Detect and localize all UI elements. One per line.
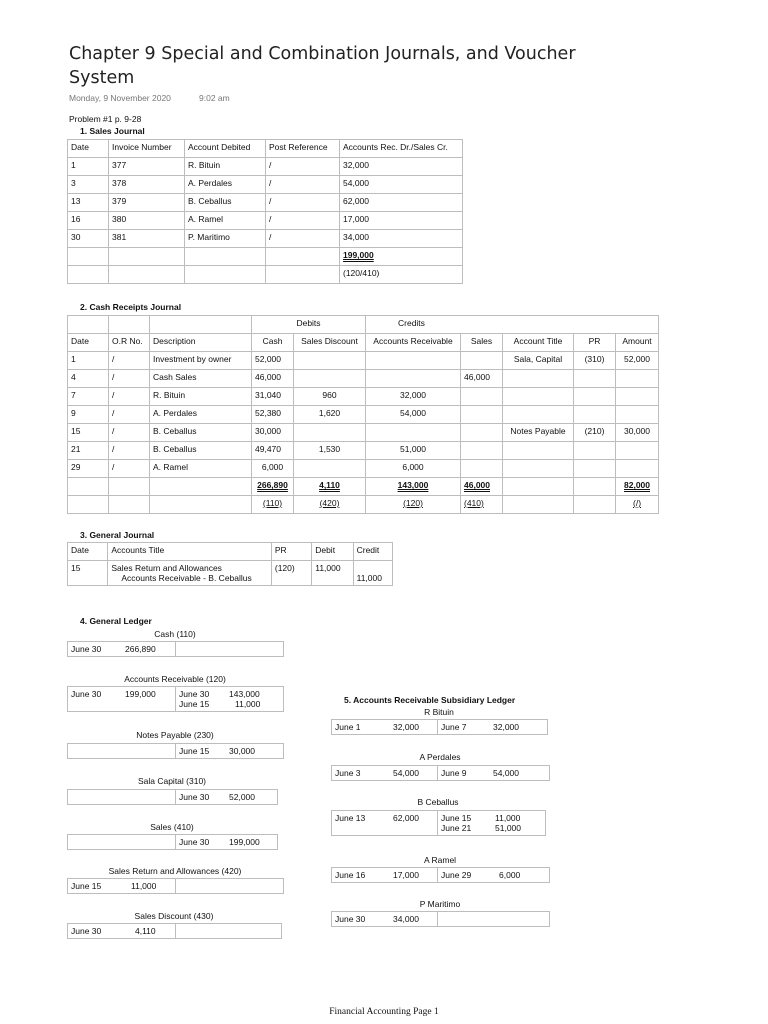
sales-journal-posting: (120/410) <box>340 266 463 284</box>
ledger-debit-side <box>332 766 438 781</box>
column-header: Invoice Number <box>109 140 185 158</box>
table-cell <box>461 442 503 460</box>
table-total-row <box>68 478 659 496</box>
debits-group-header: Debits <box>252 316 366 334</box>
table-row <box>68 442 659 460</box>
table-posting-row <box>68 266 463 284</box>
ledger-amount: 62,000 <box>393 813 419 823</box>
ledger-amount: 11,000 <box>235 699 261 709</box>
ledger-amount: 266,890 <box>125 644 156 654</box>
ledger-date: June 13 <box>335 813 366 823</box>
column-header: Credit <box>353 543 392 561</box>
table-cell: 1,620 <box>294 406 366 424</box>
subsidiary-a-ramel <box>331 867 550 883</box>
cash-receipts-heading: 2. Cash Receipts Journal <box>80 302 182 312</box>
ledger-credit-side <box>438 766 550 781</box>
table-cell: 62,000 <box>340 194 463 212</box>
ledger-credit-side <box>176 879 284 894</box>
column-header: Sales <box>461 334 503 352</box>
column-header: Debit <box>312 543 353 561</box>
ledger-date: June 15 <box>441 813 472 823</box>
problem-label: Problem #1 p. 9-28 <box>69 114 142 124</box>
ledger-amount: 199,000 <box>125 689 156 699</box>
ledger-credit-side <box>438 912 550 927</box>
column-header: Cash <box>252 334 294 352</box>
table-cell <box>461 424 503 442</box>
total-amount: 82,000 <box>616 478 659 496</box>
subsidiary-account-title: B Ceballus <box>417 797 459 807</box>
page-time: 9:02 am <box>199 93 230 103</box>
table-cell <box>503 460 574 478</box>
ledger-amount: 199,000 <box>229 837 260 847</box>
entry-date: 15 <box>68 561 108 586</box>
posting-cash: (110) <box>252 496 294 514</box>
table-cell: 377 <box>109 158 185 176</box>
table-cell: / <box>109 406 150 424</box>
general-journal-table <box>67 542 393 586</box>
column-header: Accounts Receivable <box>366 334 461 352</box>
table-cell: A. Ramel <box>185 212 266 230</box>
table-cell <box>461 460 503 478</box>
ledger-amount: 34,000 <box>393 914 419 924</box>
subsidiary-a-perdales <box>331 765 550 781</box>
table-cell <box>616 370 659 388</box>
ledger-debit-side <box>68 642 176 657</box>
ledger-date: June 9 <box>441 768 467 778</box>
column-header: Description <box>150 334 252 352</box>
column-header: Post Reference <box>266 140 340 158</box>
ledger-credit-side <box>176 642 284 657</box>
subsidiary-p-maritimo <box>331 911 550 927</box>
table-cell <box>574 460 616 478</box>
ledger-amount: 52,000 <box>229 792 255 802</box>
ledger-date: June 7 <box>441 722 467 732</box>
ledger-debit-side <box>332 720 438 735</box>
posting-sales-discount: (420) <box>294 496 366 514</box>
total-accounts-receivable: 143,000 <box>366 478 461 496</box>
table-cell: Sala, Capital <box>503 352 574 370</box>
ledger-debit-side <box>332 868 438 883</box>
ledger-account-cash <box>67 641 284 657</box>
ledger-date: June 21 <box>441 823 472 833</box>
entry-pr: (120) <box>271 561 311 586</box>
table-cell: 1 <box>68 352 109 370</box>
subsidiary-b-ceballus <box>331 810 546 836</box>
table-cell <box>461 352 503 370</box>
table-cell <box>574 406 616 424</box>
ledger-amount: 143,000 <box>229 689 260 699</box>
ledger-credit-side <box>176 835 278 850</box>
subsidiary-account-title: P Maritimo <box>419 899 461 909</box>
table-cell <box>574 442 616 460</box>
general-journal-heading: 3. General Journal <box>80 530 155 540</box>
ledger-debit-side <box>68 924 176 939</box>
ledger-amount: 17,000 <box>393 870 419 880</box>
table-cell: 9 <box>68 406 109 424</box>
table-cell: A. Perdales <box>185 176 266 194</box>
ledger-debit-side <box>68 879 176 894</box>
table-cell: / <box>266 230 340 248</box>
ledger-account-receivable <box>67 686 284 712</box>
table-row <box>68 352 659 370</box>
table-cell: 1 <box>68 158 109 176</box>
table-cell: B. Ceballus <box>150 424 252 442</box>
column-header: Date <box>68 543 108 561</box>
ledger-debit-side <box>68 687 176 712</box>
table-cell: 49,470 <box>252 442 294 460</box>
column-header: Accounts Title <box>108 543 272 561</box>
credit-account: Accounts Receivable - B. Ceballus <box>121 573 252 583</box>
page-date: Monday, 9 November 2020 <box>69 93 171 103</box>
table-cell: 380 <box>109 212 185 230</box>
entry-credit: 11,000 <box>353 561 392 586</box>
table-cell: / <box>109 442 150 460</box>
table-cell: 960 <box>294 388 366 406</box>
table-cell: 32,000 <box>366 388 461 406</box>
column-header: Accounts Rec. Dr./Sales Cr. <box>340 140 463 158</box>
table-cell: 1,530 <box>294 442 366 460</box>
table-row <box>68 406 659 424</box>
ledger-sales-return <box>67 878 284 894</box>
table-row <box>68 388 659 406</box>
table-cell <box>294 460 366 478</box>
table-cell <box>503 406 574 424</box>
ledger-date: June 16 <box>335 870 366 880</box>
table-cell: 52,000 <box>252 352 294 370</box>
table-cell <box>616 442 659 460</box>
table-cell: 52,000 <box>616 352 659 370</box>
table-cell: 13 <box>68 194 109 212</box>
table-cell: 46,000 <box>461 370 503 388</box>
ledger-credit-side <box>438 868 550 883</box>
table-posting-row <box>68 496 659 514</box>
table-cell: 54,000 <box>366 406 461 424</box>
ledger-credit-side <box>176 687 284 712</box>
table-cell: 3 <box>68 176 109 194</box>
column-header: PR <box>574 334 616 352</box>
table-cell: / <box>266 176 340 194</box>
table-row <box>68 194 463 212</box>
ledger-account-title: Notes Payable (230) <box>136 730 214 740</box>
ledger-account-title: Sales (410) <box>150 822 194 832</box>
table-cell: 378 <box>109 176 185 194</box>
table-cell: 6,000 <box>252 460 294 478</box>
ledger-amount: 32,000 <box>493 722 519 732</box>
ledger-amount: 32,000 <box>393 722 419 732</box>
table-cell: 51,000 <box>366 442 461 460</box>
ledger-date: June 30 <box>71 644 102 654</box>
ledger-amount: 51,000 <box>495 823 521 833</box>
column-header: O.R No. <box>109 334 150 352</box>
ledger-notes-payable <box>67 743 284 759</box>
table-cell <box>366 424 461 442</box>
table-cell: 21 <box>68 442 109 460</box>
table-cell <box>294 370 366 388</box>
ledger-date: June 30 <box>179 689 210 699</box>
column-header: Amount <box>616 334 659 352</box>
column-header: Date <box>68 334 109 352</box>
table-cell <box>294 352 366 370</box>
table-total-row <box>68 248 463 266</box>
table-cell: 52,380 <box>252 406 294 424</box>
table-cell: Notes Payable <box>503 424 574 442</box>
table-cell: / <box>109 460 150 478</box>
ledger-debit-side <box>68 744 176 759</box>
posting-amount: (/) <box>616 496 659 514</box>
column-header: Account Debited <box>185 140 266 158</box>
ledger-date: June 1 <box>335 722 361 732</box>
ledger-credit-side <box>438 720 548 735</box>
ledger-amount: 4,110 <box>135 926 156 936</box>
ledger-credit-side <box>176 924 282 939</box>
ledger-account-title: Sales Discount (430) <box>134 911 214 921</box>
subsidiary-r-bituin <box>331 719 548 735</box>
table-cell: 379 <box>109 194 185 212</box>
table-header-row <box>68 334 659 352</box>
table-cell: 32,000 <box>340 158 463 176</box>
table-cell <box>574 370 616 388</box>
ledger-account-title: Sala Capital (310) <box>137 776 207 786</box>
table-cell: R. Bituin <box>150 388 252 406</box>
column-header: Date <box>68 140 109 158</box>
table-cell: / <box>266 194 340 212</box>
ledger-amount: 11,000 <box>495 813 521 823</box>
ledger-date: June 30 <box>71 689 102 699</box>
table-cell: B. Ceballus <box>185 194 266 212</box>
subsidiary-ledger-heading: 5. Accounts Receivable Subsidiary Ledger <box>344 695 516 705</box>
ledger-date: June 30 <box>179 837 210 847</box>
table-cell: 4 <box>68 370 109 388</box>
debit-account: Sales Return and Allowances <box>111 563 222 573</box>
table-cell: / <box>109 370 150 388</box>
entry-accounts <box>108 561 272 586</box>
general-ledger-heading: 4. General Ledger <box>80 616 152 626</box>
ledger-date: June 30 <box>179 792 210 802</box>
table-cell <box>616 406 659 424</box>
ledger-amount: 6,000 <box>499 870 521 880</box>
table-cell <box>461 388 503 406</box>
table-row <box>68 176 463 194</box>
table-cell: R. Bituin <box>185 158 266 176</box>
table-cell: 7 <box>68 388 109 406</box>
ledger-date: June 29 <box>441 870 472 880</box>
page-title: Chapter 9 Special and Combination Journals, and Voucher System <box>69 44 576 88</box>
entry-debit: 11,000 <box>312 561 353 586</box>
ledger-debit-side <box>68 790 176 805</box>
table-header-row <box>68 543 393 561</box>
ledger-amount: 30,000 <box>229 746 255 756</box>
ledger-amount: 54,000 <box>393 768 419 778</box>
table-cell: Cash Sales <box>150 370 252 388</box>
column-header: PR <box>271 543 311 561</box>
total-cash: 266,890 <box>252 478 294 496</box>
table-cell: / <box>109 352 150 370</box>
table-cell <box>366 352 461 370</box>
table-cell: 17,000 <box>340 212 463 230</box>
table-cell: 34,000 <box>340 230 463 248</box>
ledger-amount: 11,000 <box>131 881 157 891</box>
ledger-sales <box>67 834 278 850</box>
table-cell: P. Maritimo <box>185 230 266 248</box>
ledger-date: June 3 <box>335 768 361 778</box>
table-cell <box>616 388 659 406</box>
ledger-credit-side <box>438 811 546 836</box>
table-header-row <box>68 140 463 158</box>
table-cell: B. Ceballus <box>150 442 252 460</box>
ledger-sales-discount <box>67 923 282 939</box>
table-cell <box>366 370 461 388</box>
ledger-date: June 30 <box>335 914 366 924</box>
table-cell: Investment by owner <box>150 352 252 370</box>
table-row <box>68 212 463 230</box>
ledger-account-title: Accounts Receivable (120) <box>124 674 226 684</box>
table-cell <box>503 388 574 406</box>
table-cell: 15 <box>68 424 109 442</box>
table-cell: / <box>266 158 340 176</box>
table-cell <box>616 460 659 478</box>
table-row <box>68 230 463 248</box>
table-cell: 46,000 <box>252 370 294 388</box>
table-row <box>68 158 463 176</box>
table-cell: / <box>109 424 150 442</box>
table-cell: 30,000 <box>252 424 294 442</box>
table-cell: 30 <box>68 230 109 248</box>
group-header-row <box>68 316 659 334</box>
table-row <box>68 561 393 586</box>
table-row <box>68 424 659 442</box>
posting-sales: (410) <box>461 496 503 514</box>
table-cell: 30,000 <box>616 424 659 442</box>
sales-journal-table <box>67 139 463 284</box>
sales-journal-total: 199,000 <box>340 248 463 266</box>
ledger-debit-side <box>332 912 438 927</box>
cash-receipts-table <box>67 315 659 514</box>
table-cell: 16 <box>68 212 109 230</box>
table-cell: 31,040 <box>252 388 294 406</box>
ledger-date: June 15 <box>179 699 210 709</box>
posting-accounts-receivable: (120) <box>366 496 461 514</box>
column-header: Account Title <box>503 334 574 352</box>
table-cell <box>503 442 574 460</box>
ledger-amount: 54,000 <box>493 768 519 778</box>
ledger-date: June 30 <box>71 926 102 936</box>
ledger-account-title: Cash (110) <box>154 629 196 639</box>
table-cell <box>294 424 366 442</box>
column-header: Sales Discount <box>294 334 366 352</box>
table-cell: 54,000 <box>340 176 463 194</box>
ledger-debit-side <box>68 835 176 850</box>
credits-group-header: Credits <box>366 316 659 334</box>
table-cell: A. Perdales <box>150 406 252 424</box>
ledger-credit-side <box>176 744 284 759</box>
total-sales-discount: 4,110 <box>294 478 366 496</box>
page-footer: Financial Accounting Page 1 <box>329 1007 439 1017</box>
sales-journal-heading: 1. Sales Journal <box>80 126 145 136</box>
table-cell: / <box>109 388 150 406</box>
ledger-sala-capital <box>67 789 278 805</box>
table-cell <box>461 406 503 424</box>
table-row <box>68 370 659 388</box>
table-cell: (310) <box>574 352 616 370</box>
ledger-date: June 15 <box>179 746 210 756</box>
subsidiary-account-title: A Perdales <box>419 752 461 762</box>
table-cell: 29 <box>68 460 109 478</box>
table-row <box>68 460 659 478</box>
total-sales: 46,000 <box>461 478 503 496</box>
subsidiary-account-title: A Ramel <box>423 855 457 865</box>
ledger-credit-side <box>176 790 278 805</box>
ledger-date: June 15 <box>71 881 102 891</box>
subsidiary-account-title: R Bituin <box>424 707 454 717</box>
table-cell: A. Ramel <box>150 460 252 478</box>
ledger-account-title: Sales Return and Allowances (420) <box>108 866 242 876</box>
table-cell <box>503 370 574 388</box>
table-cell: 6,000 <box>366 460 461 478</box>
ledger-debit-side <box>332 811 438 836</box>
table-cell: 381 <box>109 230 185 248</box>
table-cell <box>574 388 616 406</box>
table-cell: / <box>266 212 340 230</box>
table-cell: (210) <box>574 424 616 442</box>
